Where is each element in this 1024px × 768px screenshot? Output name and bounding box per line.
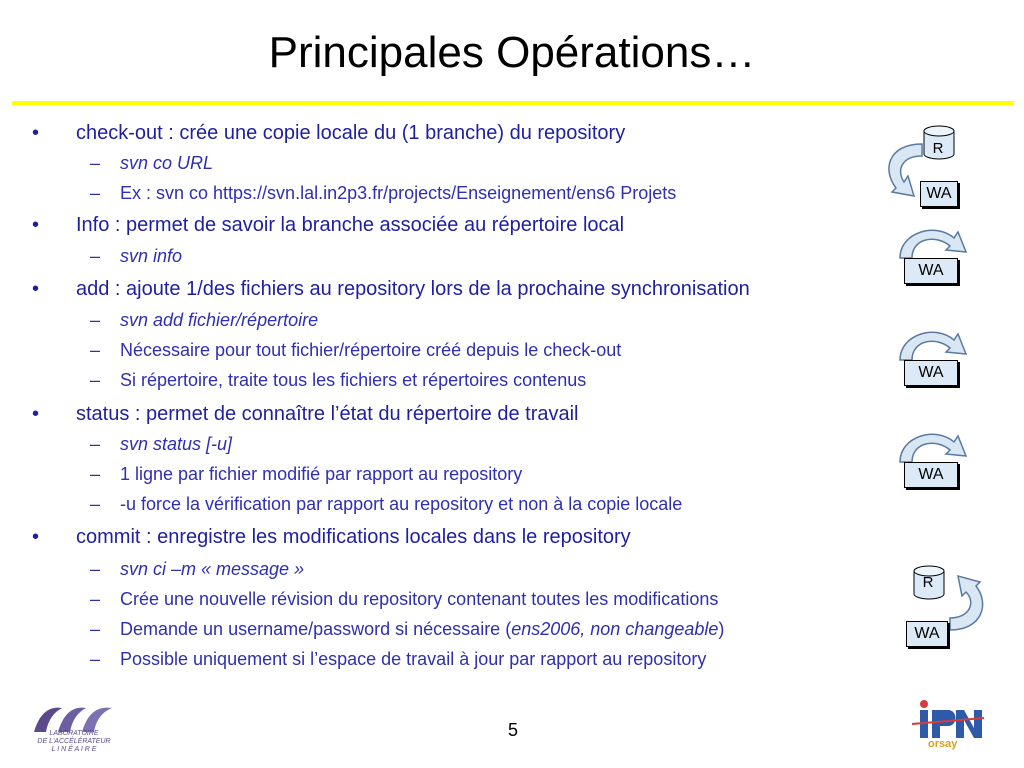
sub-item-text: svn co URL bbox=[120, 153, 214, 173]
curved-arrow-icon bbox=[878, 140, 924, 200]
lal-logo bbox=[28, 698, 118, 759]
dash-marker: – bbox=[90, 153, 101, 173]
sub-item bbox=[90, 589, 719, 610]
sub-item-text: -u force la vérification par rapport au repository et non à la copie locale bbox=[120, 494, 683, 514]
dash-marker: – bbox=[90, 464, 101, 484]
workarea-box: WA bbox=[904, 258, 958, 284]
dash-marker: – bbox=[90, 370, 101, 390]
sub-item bbox=[90, 619, 725, 640]
list-item bbox=[32, 403, 579, 426]
bullet-marker: • bbox=[32, 403, 40, 425]
lal-logo-line: LABORATOIRE bbox=[49, 730, 99, 737]
sub-item bbox=[90, 183, 677, 204]
sub-item-text: svn info bbox=[120, 246, 183, 266]
list-item bbox=[32, 278, 750, 301]
repository-label: R bbox=[922, 574, 934, 591]
list-item-text: commit : enregistre les modifications locales dans le repository bbox=[76, 526, 631, 548]
list-item-text: check-out : crée une copie locale du (1 branche) du repository bbox=[76, 122, 626, 144]
slide-title: Principales Opérations… bbox=[268, 28, 756, 77]
dash-marker: – bbox=[90, 649, 101, 669]
bullet-marker: • bbox=[32, 278, 40, 300]
sub-item-text-after: ) bbox=[718, 619, 725, 639]
sub-item-text: Demande un username/password si nécessaire ( bbox=[120, 619, 512, 639]
sub-item bbox=[90, 340, 622, 361]
ipn-logo bbox=[906, 698, 986, 759]
sub-item-text: svn status [-u] bbox=[120, 434, 233, 454]
sub-item bbox=[90, 464, 523, 485]
dash-marker: – bbox=[90, 183, 101, 203]
dash-marker: – bbox=[90, 310, 101, 330]
dash-marker: – bbox=[90, 246, 101, 266]
list-item-text: status : permet de connaître l’état du répertoire de travail bbox=[76, 403, 579, 425]
sub-item-text: Si répertoire, traite tous les fichiers et répertoires contenus bbox=[120, 370, 587, 390]
repository-label: R bbox=[932, 140, 944, 157]
sub-item-text: Crée une nouvelle révision du repository contenant toutes les modifications bbox=[120, 589, 719, 609]
curved-arrow-icon bbox=[896, 220, 970, 260]
bullet-marker: • bbox=[32, 122, 40, 144]
lal-logo-line: L I N É A I R E bbox=[51, 746, 97, 753]
list-item-text: add : ajoute 1/des fichiers au repository lors de la prochaine synchronisation bbox=[76, 278, 750, 300]
workarea-box: WA bbox=[906, 621, 948, 647]
curved-arrow-icon bbox=[896, 424, 970, 464]
list-item bbox=[32, 526, 631, 549]
list-item bbox=[32, 122, 626, 145]
sub-item-italic-text: ens2006, non changeable bbox=[511, 619, 719, 639]
lal-logo-text bbox=[32, 730, 116, 754]
sub-item bbox=[90, 649, 707, 670]
sub-item-text: svn ci –m « message » bbox=[120, 559, 305, 579]
sub-item-text: Nécessaire pour tout fichier/répertoire créé depuis le check-out bbox=[120, 340, 622, 360]
workarea-box: WA bbox=[920, 181, 958, 207]
workarea-box: WA bbox=[904, 360, 958, 386]
sub-item bbox=[90, 370, 587, 391]
curved-arrow-icon bbox=[948, 572, 992, 634]
dash-marker: – bbox=[90, 559, 101, 579]
ipn-logo-sub: orsay bbox=[928, 738, 958, 750]
list-item-text: Info : permet de savoir la branche associée au répertoire local bbox=[76, 214, 625, 236]
dash-marker: – bbox=[90, 589, 101, 609]
sub-item-text: Possible uniquement si l’espace de travail à jour par rapport au repository bbox=[120, 649, 707, 669]
list-item bbox=[32, 214, 625, 237]
sub-item-text: 1 ligne par fichier modifié par rapport au repository bbox=[120, 464, 523, 484]
page-number: 5 bbox=[508, 720, 519, 740]
dash-marker: – bbox=[90, 340, 101, 360]
sub-item bbox=[90, 246, 183, 267]
sub-item bbox=[90, 494, 683, 515]
dash-marker: – bbox=[90, 434, 101, 454]
curved-arrow-icon bbox=[896, 322, 970, 362]
dash-marker: – bbox=[90, 494, 101, 514]
dash-marker: – bbox=[90, 619, 101, 639]
sub-item bbox=[90, 434, 233, 455]
sub-item-text: Ex : svn co https://svn.lal.in2p3.fr/projects/Enseignement/ens6 Projets bbox=[120, 183, 677, 203]
sub-item-text: svn add fichier/répertoire bbox=[120, 310, 319, 330]
workarea-box: WA bbox=[904, 462, 958, 488]
bullet-marker: • bbox=[32, 214, 40, 236]
sub-item bbox=[90, 559, 305, 580]
sub-item bbox=[90, 310, 319, 331]
bullet-marker: • bbox=[32, 526, 40, 548]
lal-logo-line: DE L'ACCÉLÉRATEUR bbox=[37, 738, 111, 745]
sub-item bbox=[90, 153, 214, 174]
